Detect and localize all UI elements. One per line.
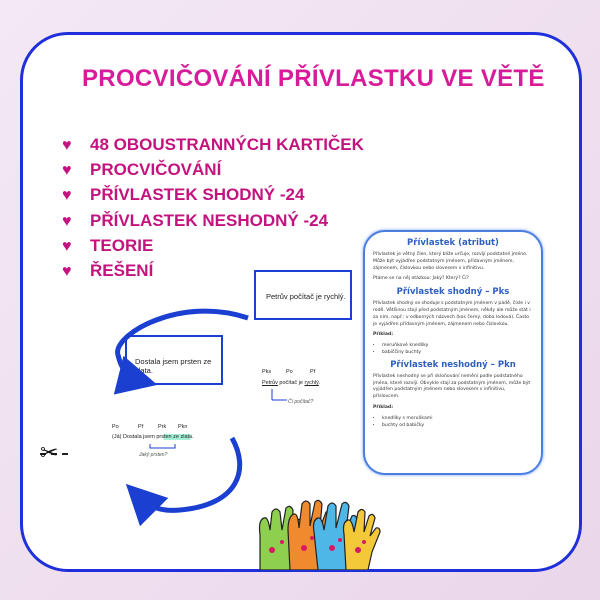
theory-examples: [373, 416, 533, 430]
heart-bullet-icon: ♥: [62, 263, 72, 281]
theory-text: Přívlastek je větný člen, který blíže určuje, rozvíjí podstatné jméno. Může být vyjádřen podstatným jménem, přídavným jménem, zájmenem, číslovkou nebo slovesem v infinitivu.: [373, 252, 528, 271]
example-sentence: Petrův počítač je rychlý.: [262, 380, 321, 386]
list-item: ♥ TEORIE: [62, 234, 364, 259]
flashcard-front: [125, 335, 223, 385]
heart-bullet-icon: ♥: [62, 212, 72, 230]
theory-label: Příklad:: [373, 404, 394, 410]
list-item: • meruňkové knedlíky: [382, 343, 533, 350]
heart-bullet-icon: ♥: [62, 137, 72, 154]
theory-text: Přívlastek neshodný se při skloňování nemění podle podstatného jména, které rozvíjí. Obvykle stojí za podstatným jménem, může být vyjádřen podstatným jménem nebo slovesem v infinitivu, příslovcem.: [373, 373, 531, 400]
heart-bullet-icon: ♥: [62, 162, 72, 180]
list-item: ♥ 48 OBOUSTRANNÝCH KARTIČEK: [62, 133, 364, 158]
example-sentence: (Já) Dostala jsem prsten ze zlata.: [112, 434, 194, 440]
list-item: • knedlíky s meruňkami: [382, 416, 533, 423]
list-item: ♥ ŘEŠENÍ: [62, 259, 364, 284]
list-item: ♥ PŘÍVLASTEK NESHODNÝ -24: [62, 209, 364, 234]
scissors-icon: ✂: [40, 440, 59, 465]
list-item: ♥ PŘÍVLASTEK SHODNÝ -24: [62, 183, 364, 208]
theory-examples: [373, 343, 533, 357]
heart-bullet-icon: ♥: [62, 237, 72, 255]
card-text: Petrův počítač je rychlý.: [266, 292, 346, 301]
painted-hands-image: [252, 490, 382, 570]
feature-list: [62, 133, 364, 284]
theory-label: Příklad:: [373, 332, 394, 338]
theory-card: [363, 230, 543, 475]
example-question: Jaký prsten?: [139, 452, 168, 458]
theory-heading: Přívlastek neshodný – Pkn: [390, 359, 516, 370]
list-item: • buchty od babičky: [382, 423, 533, 430]
list-item: ♥ PROCVIČOVÁNÍ: [62, 158, 364, 183]
heart-bullet-icon: ♥: [62, 187, 72, 205]
example-question: Čí počítač?: [288, 399, 314, 405]
flashcard-front: [254, 270, 352, 320]
list-item: • babiččiny buchty: [382, 350, 533, 357]
theory-heading: Přívlastek (atribut): [407, 238, 499, 248]
theory-text: Přívlastek shodný se shoduje s podstatným jménem v pádě, čísle i v rodě. Většinou stojí před podstatným jménem, někdy ale může stát i za ním, např.: v odborných názvech (kos černý, doba ledová). Často je vyjádřen přídavným jménem, zájmenem nebo číslovkou.: [373, 301, 531, 327]
page-title: PROCVIČOVÁNÍ PŘÍVLASTKU VE VĚTĚ: [82, 65, 545, 92]
theory-text: Ptáme se na něj otázkou: Jaký? Který? Čí?: [373, 276, 469, 282]
theory-heading: Přívlastek shodný – Pks: [396, 287, 510, 298]
card-text: Dostala jsem prsten ze zlata.: [135, 357, 212, 375]
